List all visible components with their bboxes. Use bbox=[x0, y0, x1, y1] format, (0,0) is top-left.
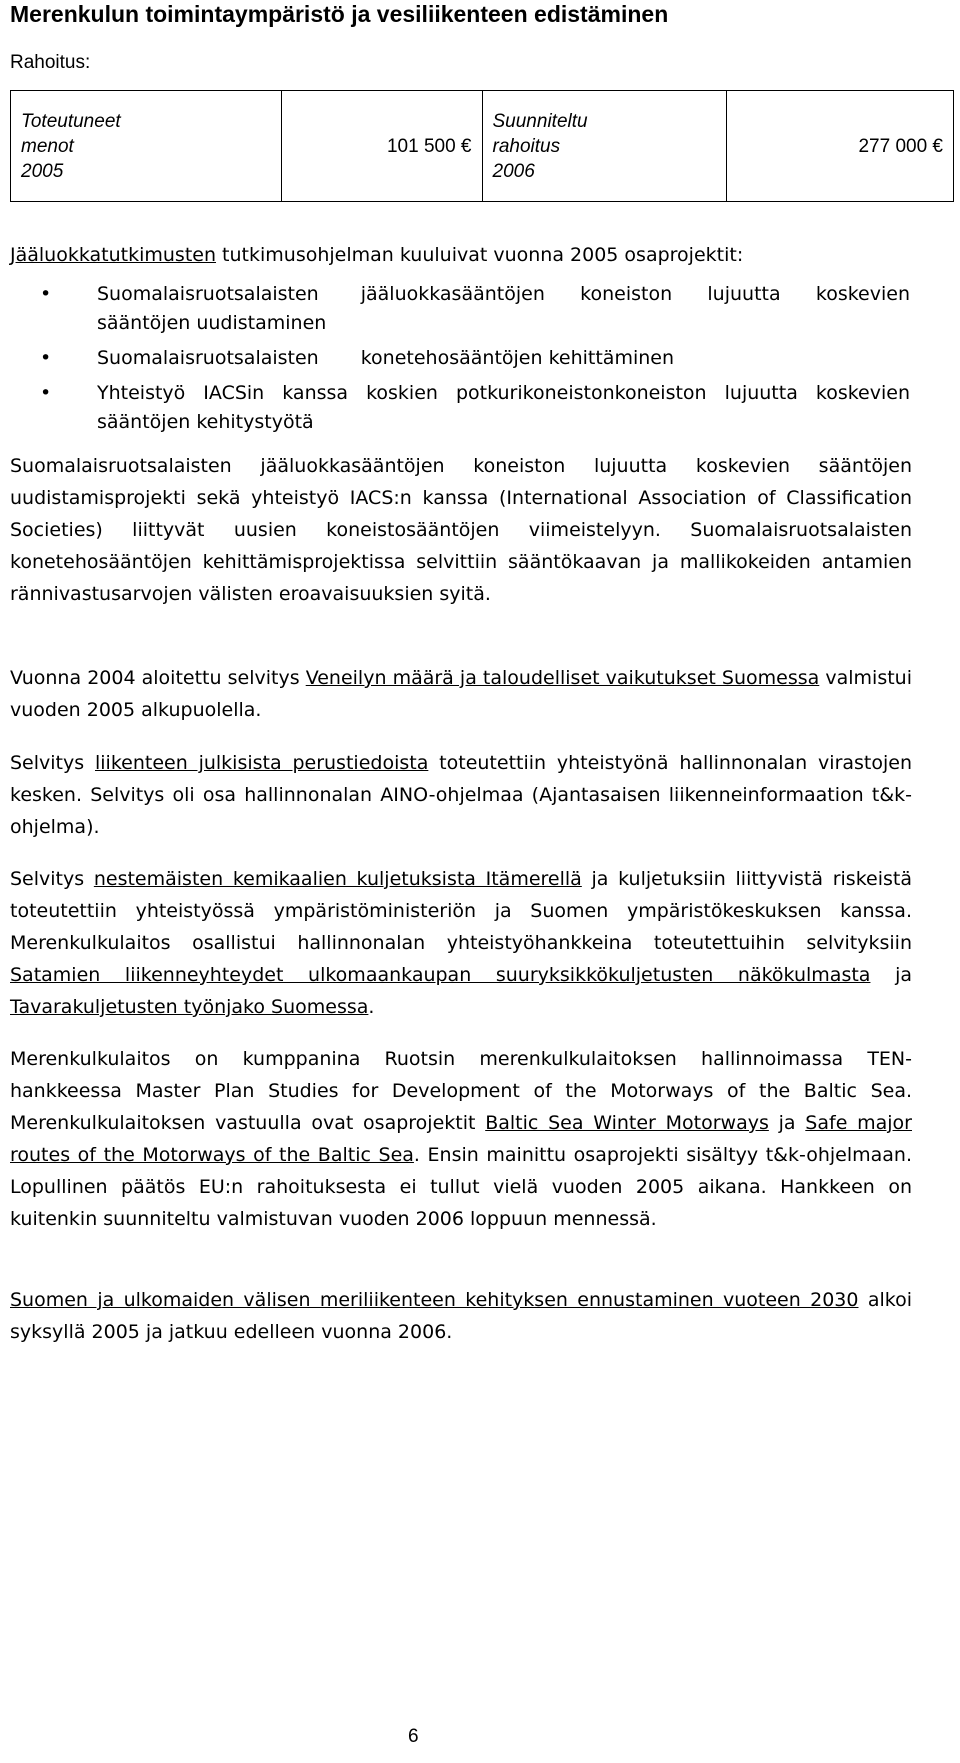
paragraph-text: Selvitys bbox=[10, 752, 95, 774]
safe-major-routes-link[interactable]: Safe major routes of the Motorways of the Baltic Sea bbox=[10, 1112, 912, 1166]
paragraph-text: valmistui vuoden 2005 alkupuolella. bbox=[10, 667, 912, 721]
paragraph-boating-study bbox=[10, 662, 912, 726]
planned-funding-value: 277 000 € bbox=[727, 91, 954, 202]
public-traffic-data-link[interactable]: liikenteen julkisista perustiedoista bbox=[94, 752, 429, 774]
paragraph-text: ja kuljetuksiin liittyvistä riskeistä toteutettiin yhteistyössä ympäristöministeriön ja Suomen ympäristökeskuksen kanssa. Merenkulkulaitos osallistui hallinnonalan yhteistyöhankkeina toteutettuihin selvityksiin bbox=[10, 868, 912, 954]
paragraph-text: Vuonna 2004 aloitettu selvitys bbox=[10, 667, 306, 689]
bullet-icon: • bbox=[40, 283, 52, 305]
paragraph-text: alkoi syksyllä 2005 ja jatkuu edelleen vuonna 2006. bbox=[10, 1289, 912, 1343]
list-item bbox=[10, 379, 910, 437]
paragraph-motorways-of-the-sea bbox=[10, 1043, 912, 1235]
paragraph-text: Merenkulkulaitos on kumppanina Ruotsin merenkulkulaitoksen hallinnoimassa TEN-hankkeessa Master Plan Studies for Development of the Motorways of the Baltic Sea. Merenkulkulaitoksen vastuulla ovat osaprojektit bbox=[10, 1048, 912, 1134]
planned-label-line: rahoitus bbox=[492, 135, 561, 157]
page-number: 6 bbox=[408, 1726, 419, 1747]
list-item bbox=[10, 344, 910, 373]
winter-motorways-link[interactable]: Baltic Sea Winter Motorways bbox=[485, 1112, 769, 1134]
chemical-transport-link[interactable]: nestemäisten kemikaalien kuljetuksista Itämerellä bbox=[93, 868, 582, 890]
port-connections-link[interactable]: Satamien liikenneyhteydet ulkomaankaupan suuryksikkökuljetusten näkökulmasta bbox=[10, 964, 871, 986]
sea-traffic-forecast-link[interactable]: Suomen ja ulkomaiden välisen meriliikenteen kehityksen ennustaminen vuoteen 2030 bbox=[10, 1289, 859, 1311]
paragraph-forecast bbox=[10, 1284, 912, 1348]
list-item bbox=[10, 280, 910, 338]
paragraph-text: . bbox=[368, 996, 375, 1018]
paragraph-text: ja bbox=[870, 964, 912, 986]
paragraph-public-traffic-data bbox=[10, 747, 912, 843]
realized-label-line: menot bbox=[21, 135, 74, 157]
realized-label-line: 2005 bbox=[21, 160, 64, 182]
funding-label: Rahoitus: bbox=[10, 52, 91, 73]
list-item-text: konetehosääntöjen kehittäminen bbox=[360, 347, 675, 369]
list-item-text: jääluokkasääntöjen koneiston lujuutta koskevien sääntöjen uudistaminen bbox=[97, 283, 910, 334]
table-row bbox=[11, 91, 954, 202]
realized-label-line: Toteutuneet bbox=[21, 110, 121, 132]
planned-label-line: Suunniteltu bbox=[492, 110, 588, 132]
subprojects-intro bbox=[10, 244, 743, 266]
paragraph-text: Selvitys bbox=[10, 868, 94, 890]
freight-division-link[interactable]: Tavarakuljetusten työnjako Suomessa bbox=[10, 996, 369, 1018]
list-item-text: Yhteistyö IACSin kanssa koskien potkurikoneistonkoneiston lujuutta koskevien sääntöjen kehitystyötä bbox=[97, 382, 910, 433]
subproject-list bbox=[10, 280, 910, 443]
planned-funding-label bbox=[482, 91, 727, 202]
realized-costs-value: 101 500 € bbox=[282, 91, 482, 202]
paragraph-ice-class-rules: Suomalaisruotsalaisten jääluokkasääntöjen koneiston lujuutta koskevien sääntöjen uudistamisprojekti sekä yhteistyö IACS:n kanssa (International Association of Classification Societies) liittyvät uusien koneistosääntöjen viimeistelyyn. Suomalaisruotsalaisten konetehosääntöjen kehittämisprojektissa selvittiin sääntökaavan ja mallikokeiden antamien rännivastusarvojen välisten eroavaisuuksien syitä. bbox=[10, 455, 912, 605]
paragraph-text: toteutettiin yhteistyönä hallinnonalan virastojen kesken. Selvitys oli osa hallinnonalan AINO-ohjelmaa (Ajantasaisen liikenneinformaation t&k-ohjelma). bbox=[10, 752, 913, 838]
list-item-text: Suomalaisruotsalaisten bbox=[97, 347, 319, 369]
realized-costs-label bbox=[11, 91, 282, 202]
paragraph-text: . Ensin mainittu osaprojekti sisältyy t&k-ohjelmaan. Lopullinen päätös EU:n rahoituksesta ei tullut vielä vuoden 2005 aikana. Hankkeen on kuitenkin suunniteltu valmistuvan vuoden 2006 loppuun mennessä. bbox=[10, 1144, 912, 1230]
boating-study-link[interactable]: Veneilyn määrä ja taloudelliset vaikutukset Suomessa bbox=[305, 667, 820, 689]
paragraph-text: ja bbox=[768, 1112, 806, 1134]
bullet-icon: • bbox=[40, 382, 52, 404]
page-title: Merenkulun toimintaympäristö ja vesiliikenteen edistäminen bbox=[10, 1, 669, 27]
list-item-text: Suomalaisruotsalaisten bbox=[97, 283, 319, 305]
planned-label-line: 2006 bbox=[492, 160, 535, 182]
intro-text: tutkimusohjelman kuuluivat vuonna 2005 osaprojektit: bbox=[216, 244, 744, 266]
funding-table bbox=[10, 90, 954, 202]
paragraph-chemical-transport bbox=[10, 863, 912, 1023]
ice-class-research-link[interactable]: Jääluokkatutkimusten bbox=[10, 244, 217, 266]
bullet-icon: • bbox=[40, 347, 52, 369]
